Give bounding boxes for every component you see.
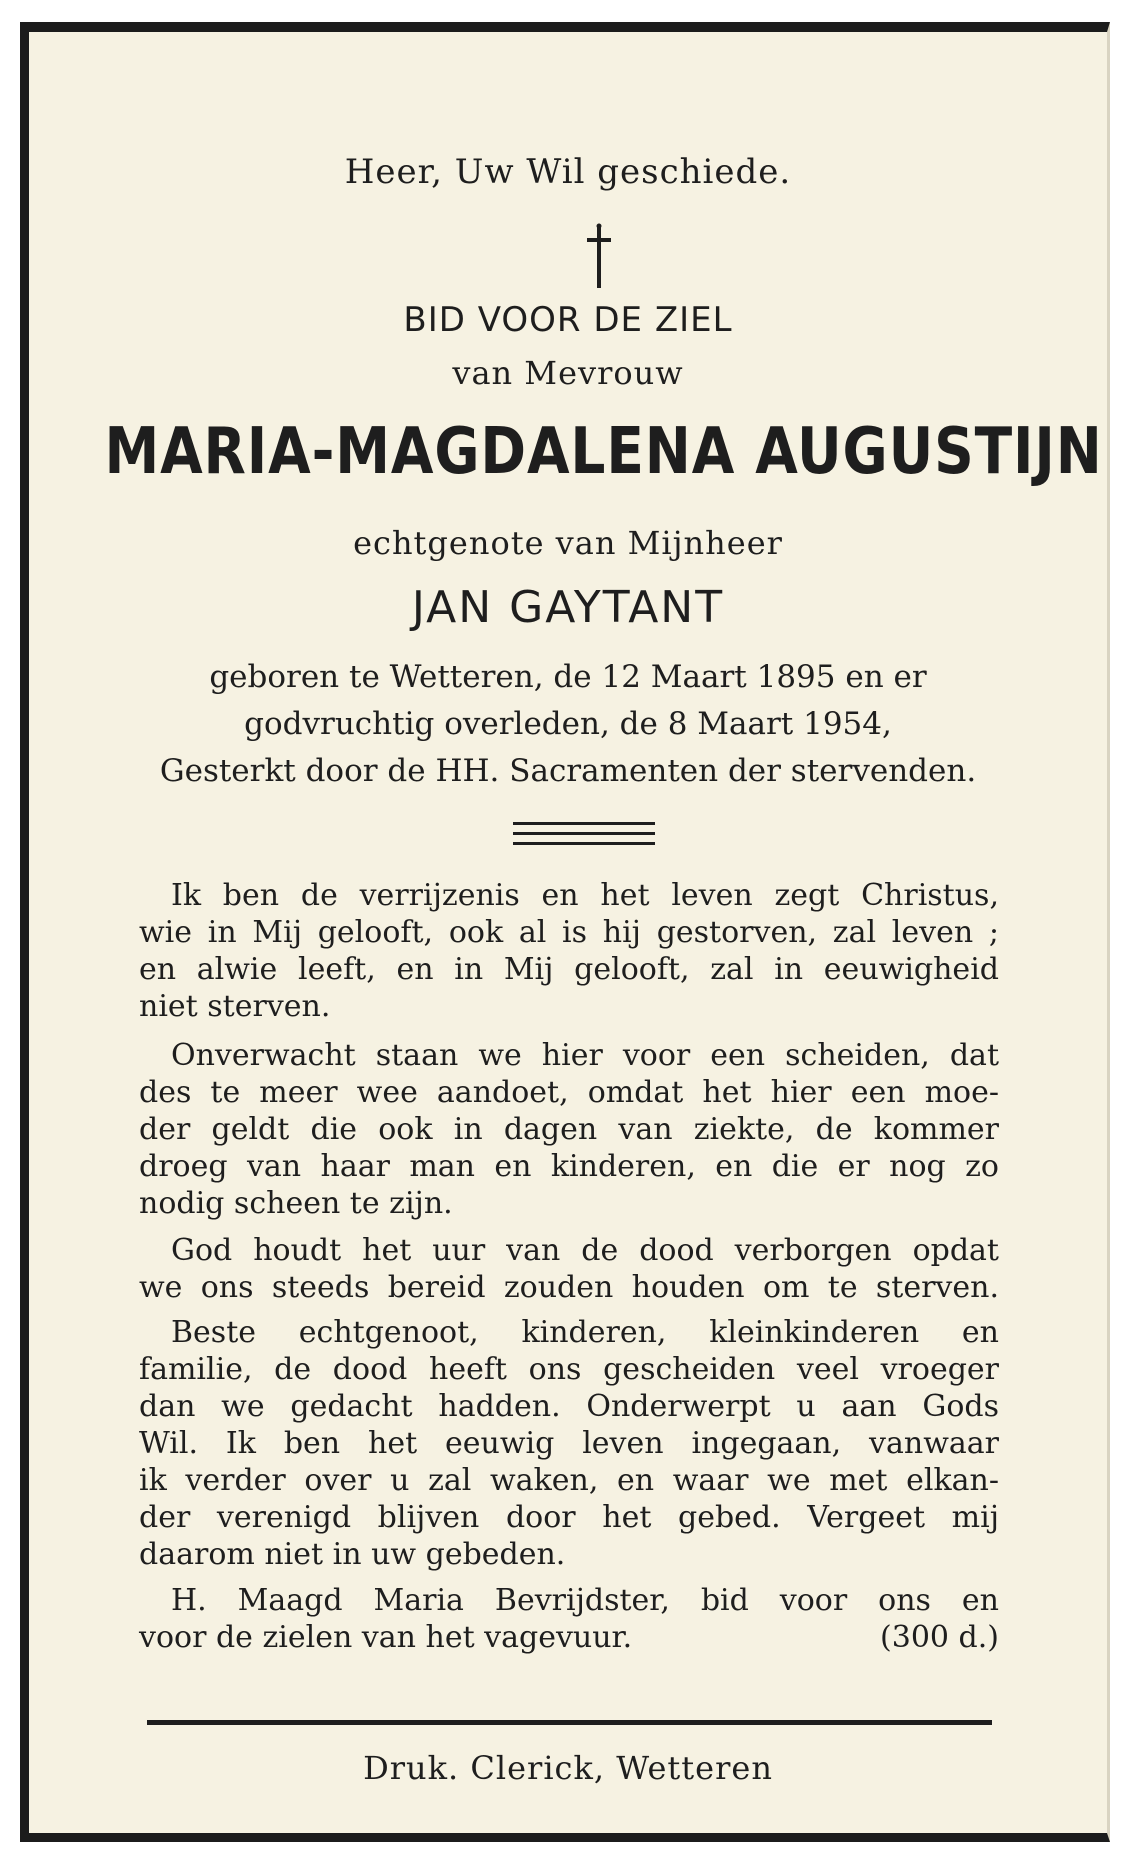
printer-credit: Druk. Clerick, Wetteren	[363, 1749, 773, 1787]
indulgence-note: (300 d.)	[880, 1620, 999, 1655]
text-line: we ons steeds bereid zouden houden om te sterven.	[139, 1270, 999, 1305]
cross-icon	[579, 222, 619, 292]
text-line: H. Maagd Maria Bevrijdster, bid voor ons en	[171, 1583, 999, 1618]
text-line: Ik ben de verrijzenis en het leven zegt Christus,	[171, 878, 999, 913]
footer-rule	[147, 1720, 992, 1725]
scripture-paragraph	[139, 877, 999, 1025]
spouse-intro: echtgenote van Mijnheer	[353, 524, 783, 562]
separator-rule	[513, 822, 655, 825]
prayer-request: BID VOOR DE ZIEL	[403, 300, 733, 340]
text-line: des te meer wee aandoet, omdat het hier een moe-	[139, 1075, 999, 1110]
text-line: Wil. Ik ben het eeuwig leven ingegaan, vanwaar	[139, 1426, 999, 1461]
death-line: godvruchtig overleden, de 8 Maart 1954,	[244, 706, 892, 742]
reflection-paragraph	[139, 1232, 999, 1306]
text-line: daarom niet in uw gebeden.	[139, 1537, 566, 1572]
birth-line: geboren te Wetteren, de 12 Maart 1895 en er	[209, 659, 927, 695]
text-line: dan we gedacht hadden. Onderwerpt u aan Gods	[139, 1389, 999, 1424]
text-line: Onverwacht staan we hier voor een scheiden, dat	[171, 1038, 999, 1073]
invocation-paragraph	[139, 1582, 999, 1656]
text-line: der verenigd blijven door het gebed. Vergeet mij	[139, 1500, 999, 1535]
spouse-name: JAN GAYTANT	[411, 582, 725, 633]
farewell-paragraph	[139, 1037, 999, 1222]
text-line: familie, de dood heeft ons gescheiden veel vroeger	[139, 1352, 999, 1387]
text-line: wie in Mij gelooft, ook al is hij gestorven, zal leven ;	[139, 915, 999, 950]
family-paragraph	[139, 1314, 999, 1573]
text-line: nodig scheen te zijn.	[139, 1186, 453, 1221]
sacrament-line: Gesterkt door de HH. Sacramenten der stervenden.	[159, 753, 977, 789]
text-line	[139, 1619, 999, 1656]
separator-rule	[513, 842, 655, 845]
separator-rule	[513, 832, 655, 835]
text-line: ik verder over u zal waken, en waar we met elkan-	[139, 1463, 999, 1498]
invocation-line-text: voor de zielen van het vagevuur.	[139, 1620, 633, 1655]
prayer-heading: Heer, Uw Wil geschiede.	[344, 152, 792, 192]
memorial-card	[20, 22, 1110, 1842]
text-line: droeg van haar man en kinderen, en die er nog zo	[139, 1149, 999, 1184]
text-line: Beste echtgenoot, kinderen, kleinkinderen en	[171, 1315, 999, 1350]
deceased-name: MARIA-MAGDALENA AUGUSTIJN	[104, 415, 1103, 489]
text-line: God houdt het uur van de dood verborgen opdat	[171, 1233, 999, 1268]
text-line: en alwie leeft, en in Mij gelooft, zal in eeuwigheid	[139, 952, 999, 987]
text-line: der geldt die ook in dagen van ziekte, de kommer	[139, 1112, 999, 1147]
text-line: niet sterven.	[139, 989, 331, 1024]
title-line: van Mevrouw	[452, 354, 684, 392]
